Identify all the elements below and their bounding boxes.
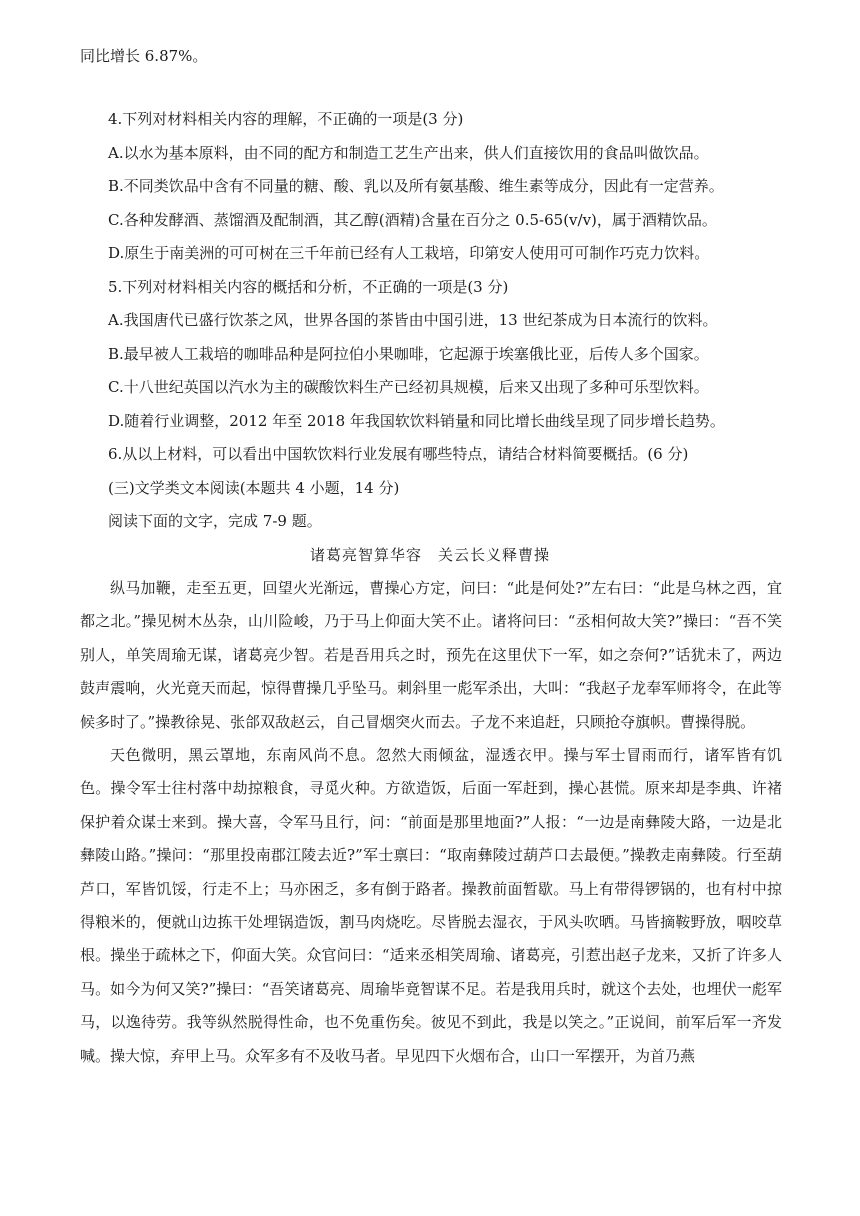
question-5: 5.下列对材料相关内容的概括和分析，不正确的一项是(3 分) [108, 278, 509, 296]
story-paragraph: 天色微明，黑云罩地，东南风尚不息。忽然大雨倾盆，湿透衣甲。操与军士冒雨而行，诸军皆有饥色。操令军士往村落中劫掠粮食，寻觅火种。方欲造饭，后面一军赶到，操心甚慌。原来却是李典、许褚保护着众谋士来到。操大喜，令军马且行，问：“前面是那里地面?”人报：“一边是南彝陵大路，一边是北彝陵山路。”操问：“那里投南郡江陵去近?”军士禀曰：“取南彝陵过葫芦口去最便。”操教走南彝陵。行至葫芦口，军皆饥馁，行走不上；马亦困乏，多有倒于路者。操教前面暂歇。马上有带得锣锅的，也有村中掠得粮米的，便就山边拣干处埋锅造饭，割马肉烧吃。尽皆脱去湿衣，于风头吹晒。马皆摘鞍野放，咽咬草根。操坐于疏林之下，仰面大笑。众官问曰：“适来丞相笑周瑜、诸葛亮，引惹出赵子龙来，又折了许多人马。如今为何又笑?”操曰：“吾笑诸葛亮、周瑜毕竟智谋不足。若是我用兵时，就这个去处，也埋伏一彪军马，以逸待劳。我等纵然脱得性命，也不免重伤矣。彼见不到此，我是以笑之。”正说间，前军后军一齐发喊。操大惊，弃甲上马。众军多有不及收马者。早见四下火烟布合，山口一军摆开，为首乃燕 [80, 746, 782, 1065]
story-title: 诸葛亮智算华容 关云长义释曹操 [309, 546, 550, 564]
question-5-option-b: B.最早被人工栽培的咖啡品种是阿拉伯小果咖啡，它起源于埃塞俄比亚，后传人多个国家。 [108, 345, 709, 363]
reading-instruction: 阅读下面的文字，完成 7-9 题。 [108, 512, 322, 530]
story-body [80, 572, 782, 1073]
question-6: 6.从以上材料，可以看出中国软饮料行业发展有哪些特点，请结合材料简要概括。(6 分) [108, 445, 689, 463]
question-4-option-a: A.以水为基本原料，由不同的配方和制造工艺生产出来，供人们直接饮用的食品叫做饮品。 [108, 144, 709, 162]
question-5-option-d: D.随着行业调整，2012 年至 2018 年我国软饮料销量和同比增长曲线呈现了同步增长趋势。 [108, 412, 725, 430]
question-5-option-c: C.十八世纪英国以汽水为主的碳酸饮料生产已经初具规模，后来又出现了多种可乐型饮料。 [108, 378, 709, 396]
story-paragraph: 纵马加鞭，走至五更，回望火光渐远，曹操心方定，问曰：“此是何处?”左右曰：“此是乌林之西，宜都之北。”操见树木丛杂，山川险峻，乃于马上仰面大笑不止。诸将问曰：“丞相何故大笑?”操曰：“吾不笑别人，单笑周瑜无谋，诸葛亮少智。若是吾用兵之时，预先在这里伏下一军，如之奈何?”话犹未了，两边鼓声震响，火光竟天而起，惊得曹操几乎坠马。刺斜里一彪军杀出，大叫：“我赵子龙奉军师将令，在此等候多时了。”操教徐晃、张郃双敌赵云，自己冒烟突火而去。子龙不来追赶，只顾抢夺旗帜。曹操得脱。 [80, 579, 782, 731]
question-4-option-b: B.不同类饮品中含有不同量的糖、酸、乳以及所有氨基酸、维生素等成分，因此有一定营养。 [108, 177, 724, 195]
question-4-option-d: D.原生于南美洲的可可树在三千年前已经有人工栽培，印第安人使用可可制作巧克力饮料。 [108, 244, 710, 262]
text-line: 同比增长 6.87%。 [80, 47, 208, 65]
section-heading: (三)文学类文本阅读(本题共 4 小题，14 分) [108, 479, 400, 497]
question-5-option-a: A.我国唐代已盛行饮茶之风，世界各国的茶皆由中国引进，13 世纪茶成为日本流行的饮料。 [108, 311, 718, 329]
question-4: 4.下列对材料相关内容的理解，不正确的一项是(3 分) [108, 110, 464, 128]
question-4-option-c: C.各种发酵酒、蒸馏酒及配制酒，其乙醇(酒精)含量在百分之 0.5-65(v/v)，属于酒精饮品。 [108, 211, 717, 229]
